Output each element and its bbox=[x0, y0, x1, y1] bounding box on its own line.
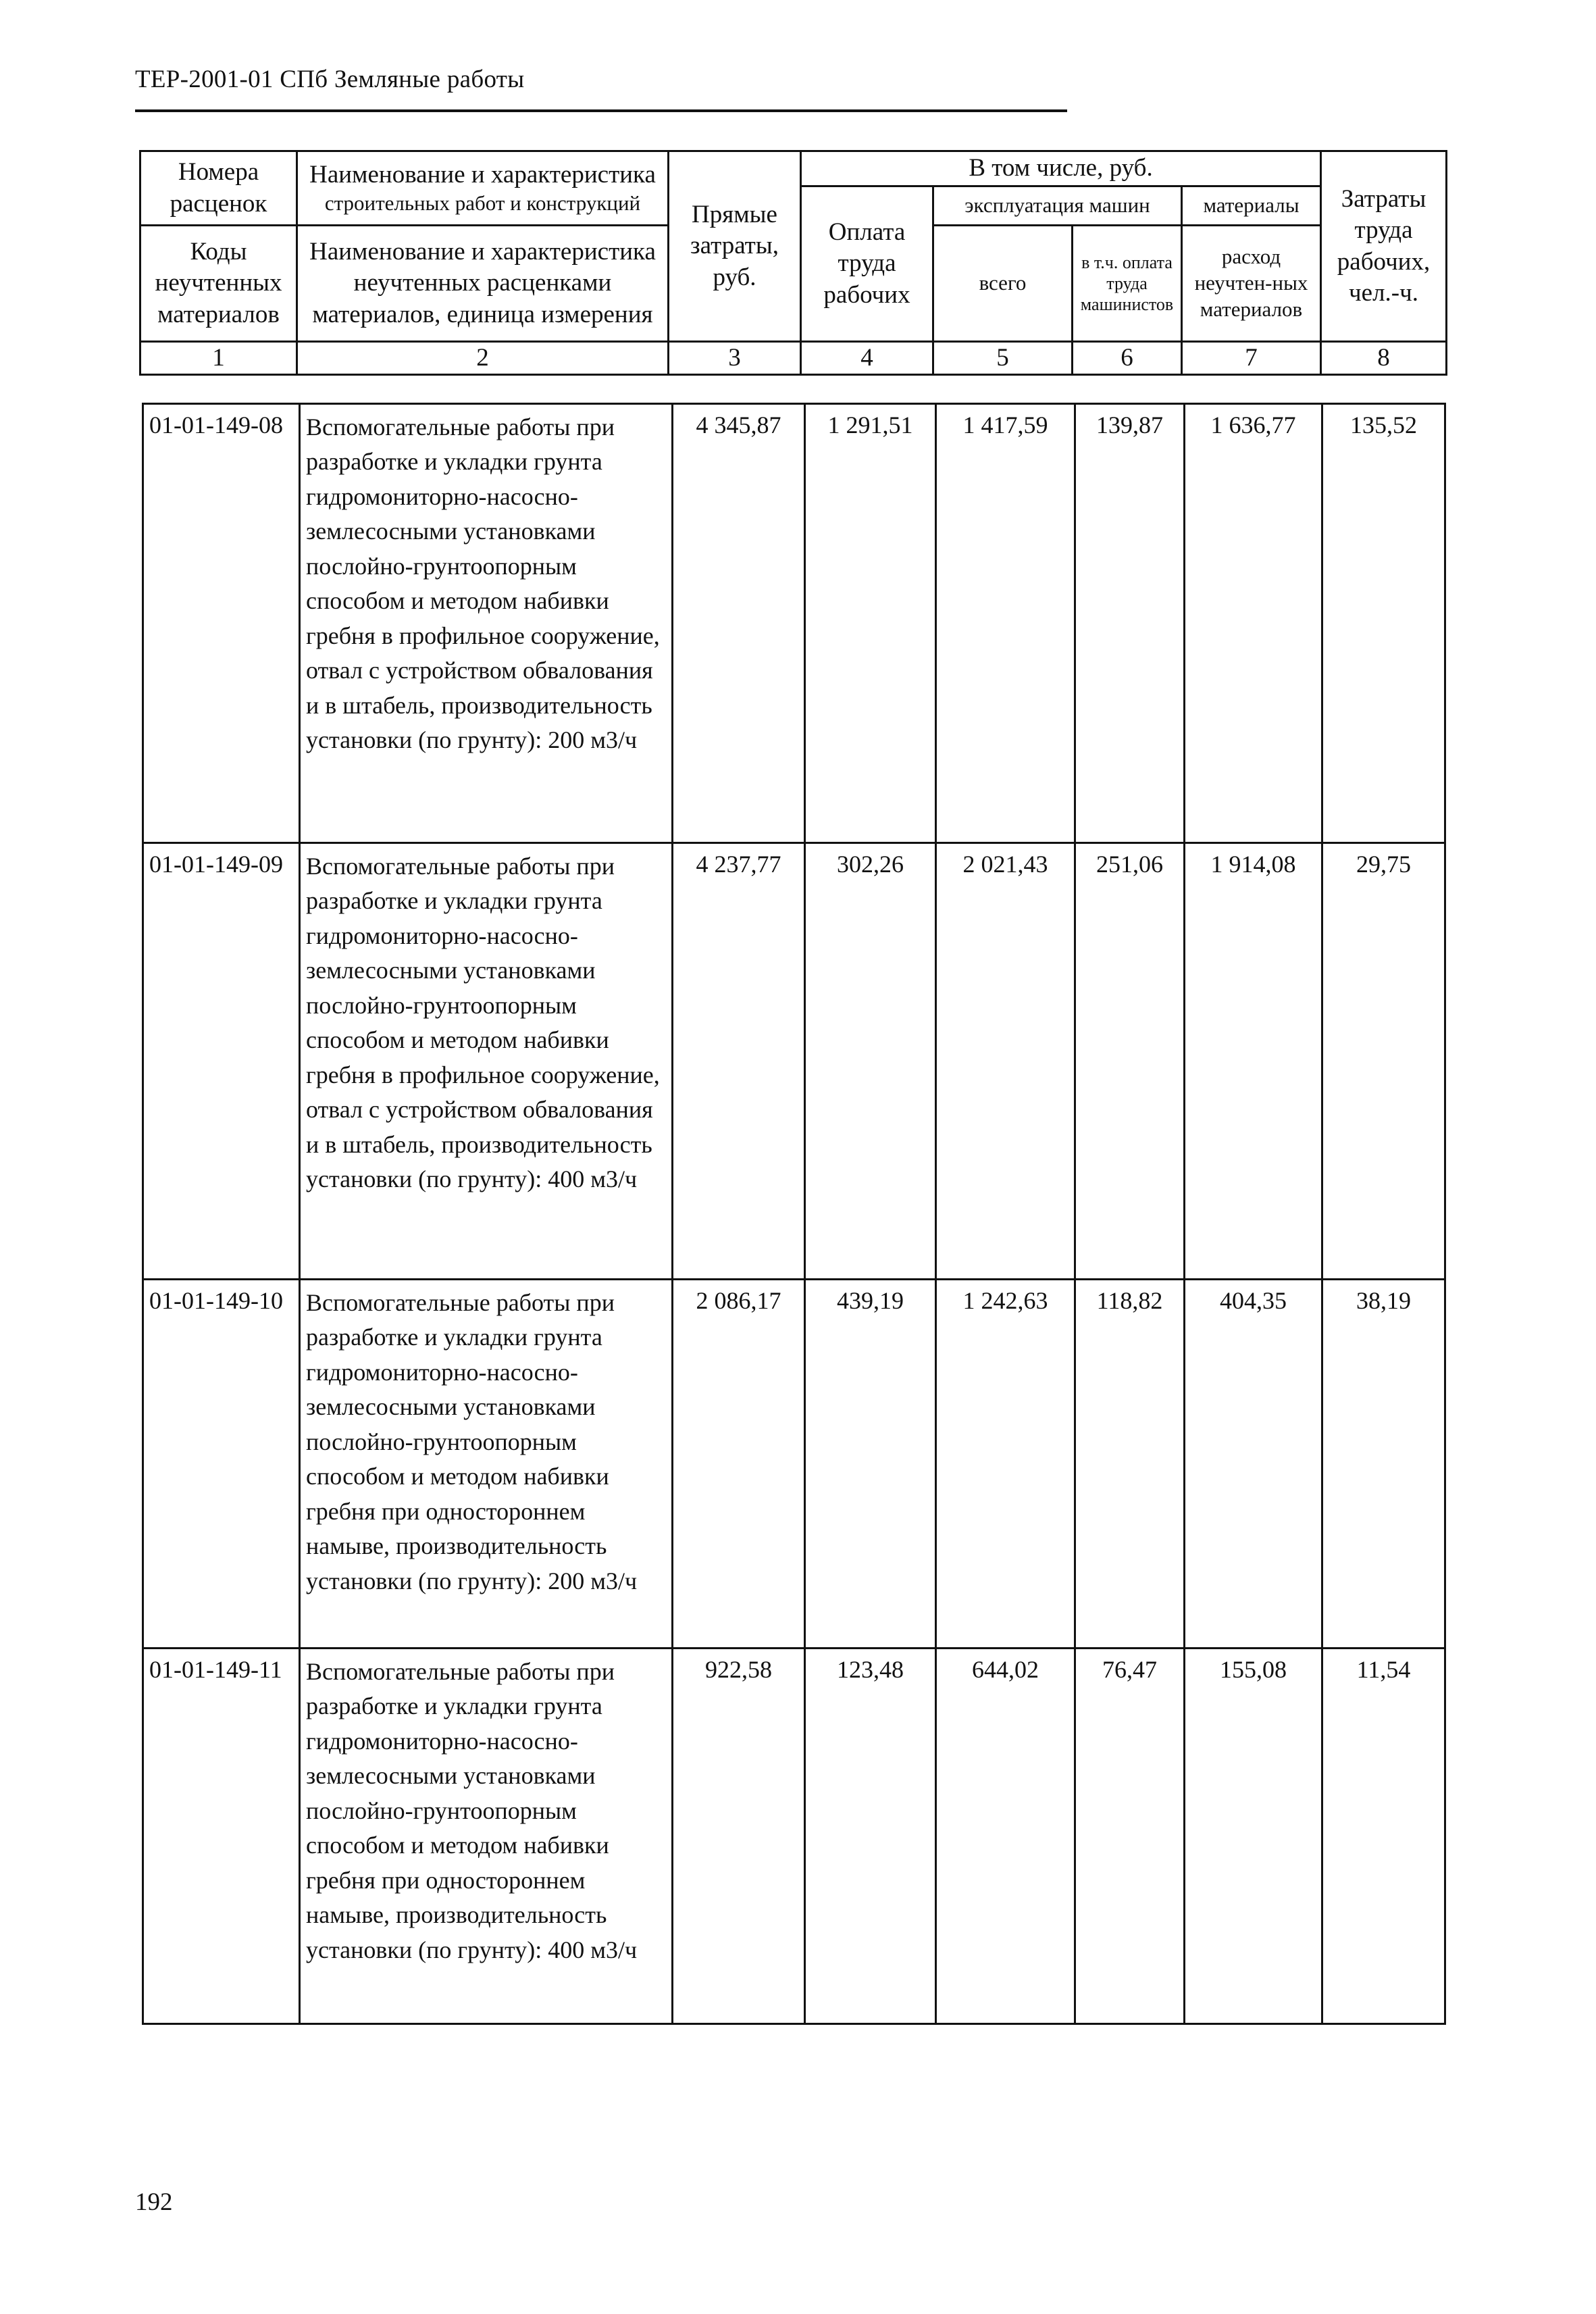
machinist-pay-value: 139,87 bbox=[1075, 404, 1185, 843]
rate-name: Вспомогательные работы при разработке и укладки грунта гидромониторно-насосно-землесосными установками послойно-грунтоопорным способом и методом набивки гребня в профильное сооружение, отвал с устройством обвалования и в штабель, производительность установки (по грунту): 400 м3/ч bbox=[300, 843, 673, 1280]
header-machine-operation: эксплуатация машин bbox=[933, 186, 1182, 226]
machinist-pay-value: 251,06 bbox=[1075, 843, 1185, 1280]
rate-code: 01-01-149-11 bbox=[143, 1649, 300, 2024]
header-labor-hours: Затраты труда рабочих, чел.-ч. bbox=[1321, 151, 1447, 342]
materials-value: 155,08 bbox=[1185, 1649, 1322, 2024]
worker-pay-value: 123,48 bbox=[805, 1649, 936, 2024]
header-num-8: 8 bbox=[1321, 342, 1447, 375]
rate-code: 01-01-149-08 bbox=[143, 404, 300, 843]
materials-value: 1 636,77 bbox=[1185, 404, 1322, 843]
worker-pay-value: 439,19 bbox=[805, 1280, 936, 1649]
materials-value: 1 914,08 bbox=[1185, 843, 1322, 1280]
table-row bbox=[143, 404, 1445, 843]
machinist-pay-value: 76,47 bbox=[1075, 1649, 1185, 2024]
header-direct-costs: Прямые затраты, руб. bbox=[669, 151, 801, 342]
machines-total-value: 1 417,59 bbox=[936, 404, 1075, 843]
header-rule bbox=[135, 109, 1067, 112]
header-num-3: 3 bbox=[669, 342, 801, 375]
direct-costs-value: 4 237,77 bbox=[673, 843, 805, 1280]
header-unaccounted-material-names: Наименование и характеристика неучтенных расценками материалов, единица измерения bbox=[297, 226, 669, 342]
table-row bbox=[143, 1649, 1445, 2024]
header-work-name-title: Наименование и характеристика bbox=[309, 161, 656, 188]
page-number: 192 bbox=[135, 2188, 173, 2216]
direct-costs-value: 4 345,87 bbox=[673, 404, 805, 843]
machinist-pay-value: 118,82 bbox=[1075, 1280, 1185, 1649]
header-num-4: 4 bbox=[801, 342, 933, 375]
running-head: ТЕР-2001-01 СПб Земляные работы bbox=[135, 66, 525, 93]
rate-name: Вспомогательные работы при разработке и укладки грунта гидромониторно-насосно-землесосными установками послойно-грунтоопорным способом и методом набивки гребня при одностороннем намыве, производительность установки (по грунту): 200 м3/ч bbox=[300, 1280, 673, 1649]
rate-name: Вспомогательные работы при разработке и укладки грунта гидромониторно-насосно-землесосными установками послойно-грунтоопорным способом и методом набивки гребня при одностороннем намыве, производительность установки (по грунту): 400 м3/ч bbox=[300, 1649, 673, 2024]
header-num-7: 7 bbox=[1182, 342, 1321, 375]
header-num-5: 5 bbox=[933, 342, 1073, 375]
table-row bbox=[143, 1280, 1445, 1649]
labor-hours-value: 11,54 bbox=[1322, 1649, 1445, 2024]
rate-code: 01-01-149-10 bbox=[143, 1280, 300, 1649]
machines-total-value: 644,02 bbox=[936, 1649, 1075, 2024]
header-machinist-pay: в т.ч. оплата труда машинистов bbox=[1073, 226, 1182, 342]
header-materials: материалы bbox=[1182, 186, 1321, 226]
rate-code: 01-01-149-09 bbox=[143, 843, 300, 1280]
header-work-name-subtitle: строительных работ и конструкций bbox=[324, 191, 641, 216]
header-worker-pay: Оплата труда рабочих bbox=[801, 186, 933, 342]
header-machines-total: всего bbox=[933, 226, 1073, 342]
header-work-name bbox=[297, 151, 669, 226]
labor-hours-value: 38,19 bbox=[1322, 1280, 1445, 1649]
materials-value: 404,35 bbox=[1185, 1280, 1322, 1649]
header-unaccounted-material-codes: Коды неучтенных материалов bbox=[140, 226, 297, 342]
header-num-1: 1 bbox=[140, 342, 297, 375]
worker-pay-value: 1 291,51 bbox=[805, 404, 936, 843]
header-num-2: 2 bbox=[297, 342, 669, 375]
header-num-6: 6 bbox=[1073, 342, 1182, 375]
worker-pay-value: 302,26 bbox=[805, 843, 936, 1280]
header-including: В том числе, руб. bbox=[801, 151, 1321, 186]
labor-hours-value: 135,52 bbox=[1322, 404, 1445, 843]
machines-total-value: 1 242,63 bbox=[936, 1280, 1075, 1649]
direct-costs-value: 922,58 bbox=[673, 1649, 805, 2024]
table-row bbox=[143, 843, 1445, 1280]
header-unaccounted-materials: расход неучтен-ных материалов bbox=[1182, 226, 1321, 342]
rates-table bbox=[142, 403, 1446, 2025]
machines-total-value: 2 021,43 bbox=[936, 843, 1075, 1280]
rate-name: Вспомогательные работы при разработке и укладки грунта гидромониторно-насосно-землесосными установками послойно-грунтоопорным способом и методом набивки гребня в профильное сооружение, отвал с устройством обвалования и в штабель, производительность установки (по грунту): 200 м3/ч bbox=[300, 404, 673, 843]
header-rate-numbers: Номера расценок bbox=[140, 151, 297, 226]
labor-hours-value: 29,75 bbox=[1322, 843, 1445, 1280]
direct-costs-value: 2 086,17 bbox=[673, 1280, 805, 1649]
column-header-table bbox=[139, 150, 1447, 376]
